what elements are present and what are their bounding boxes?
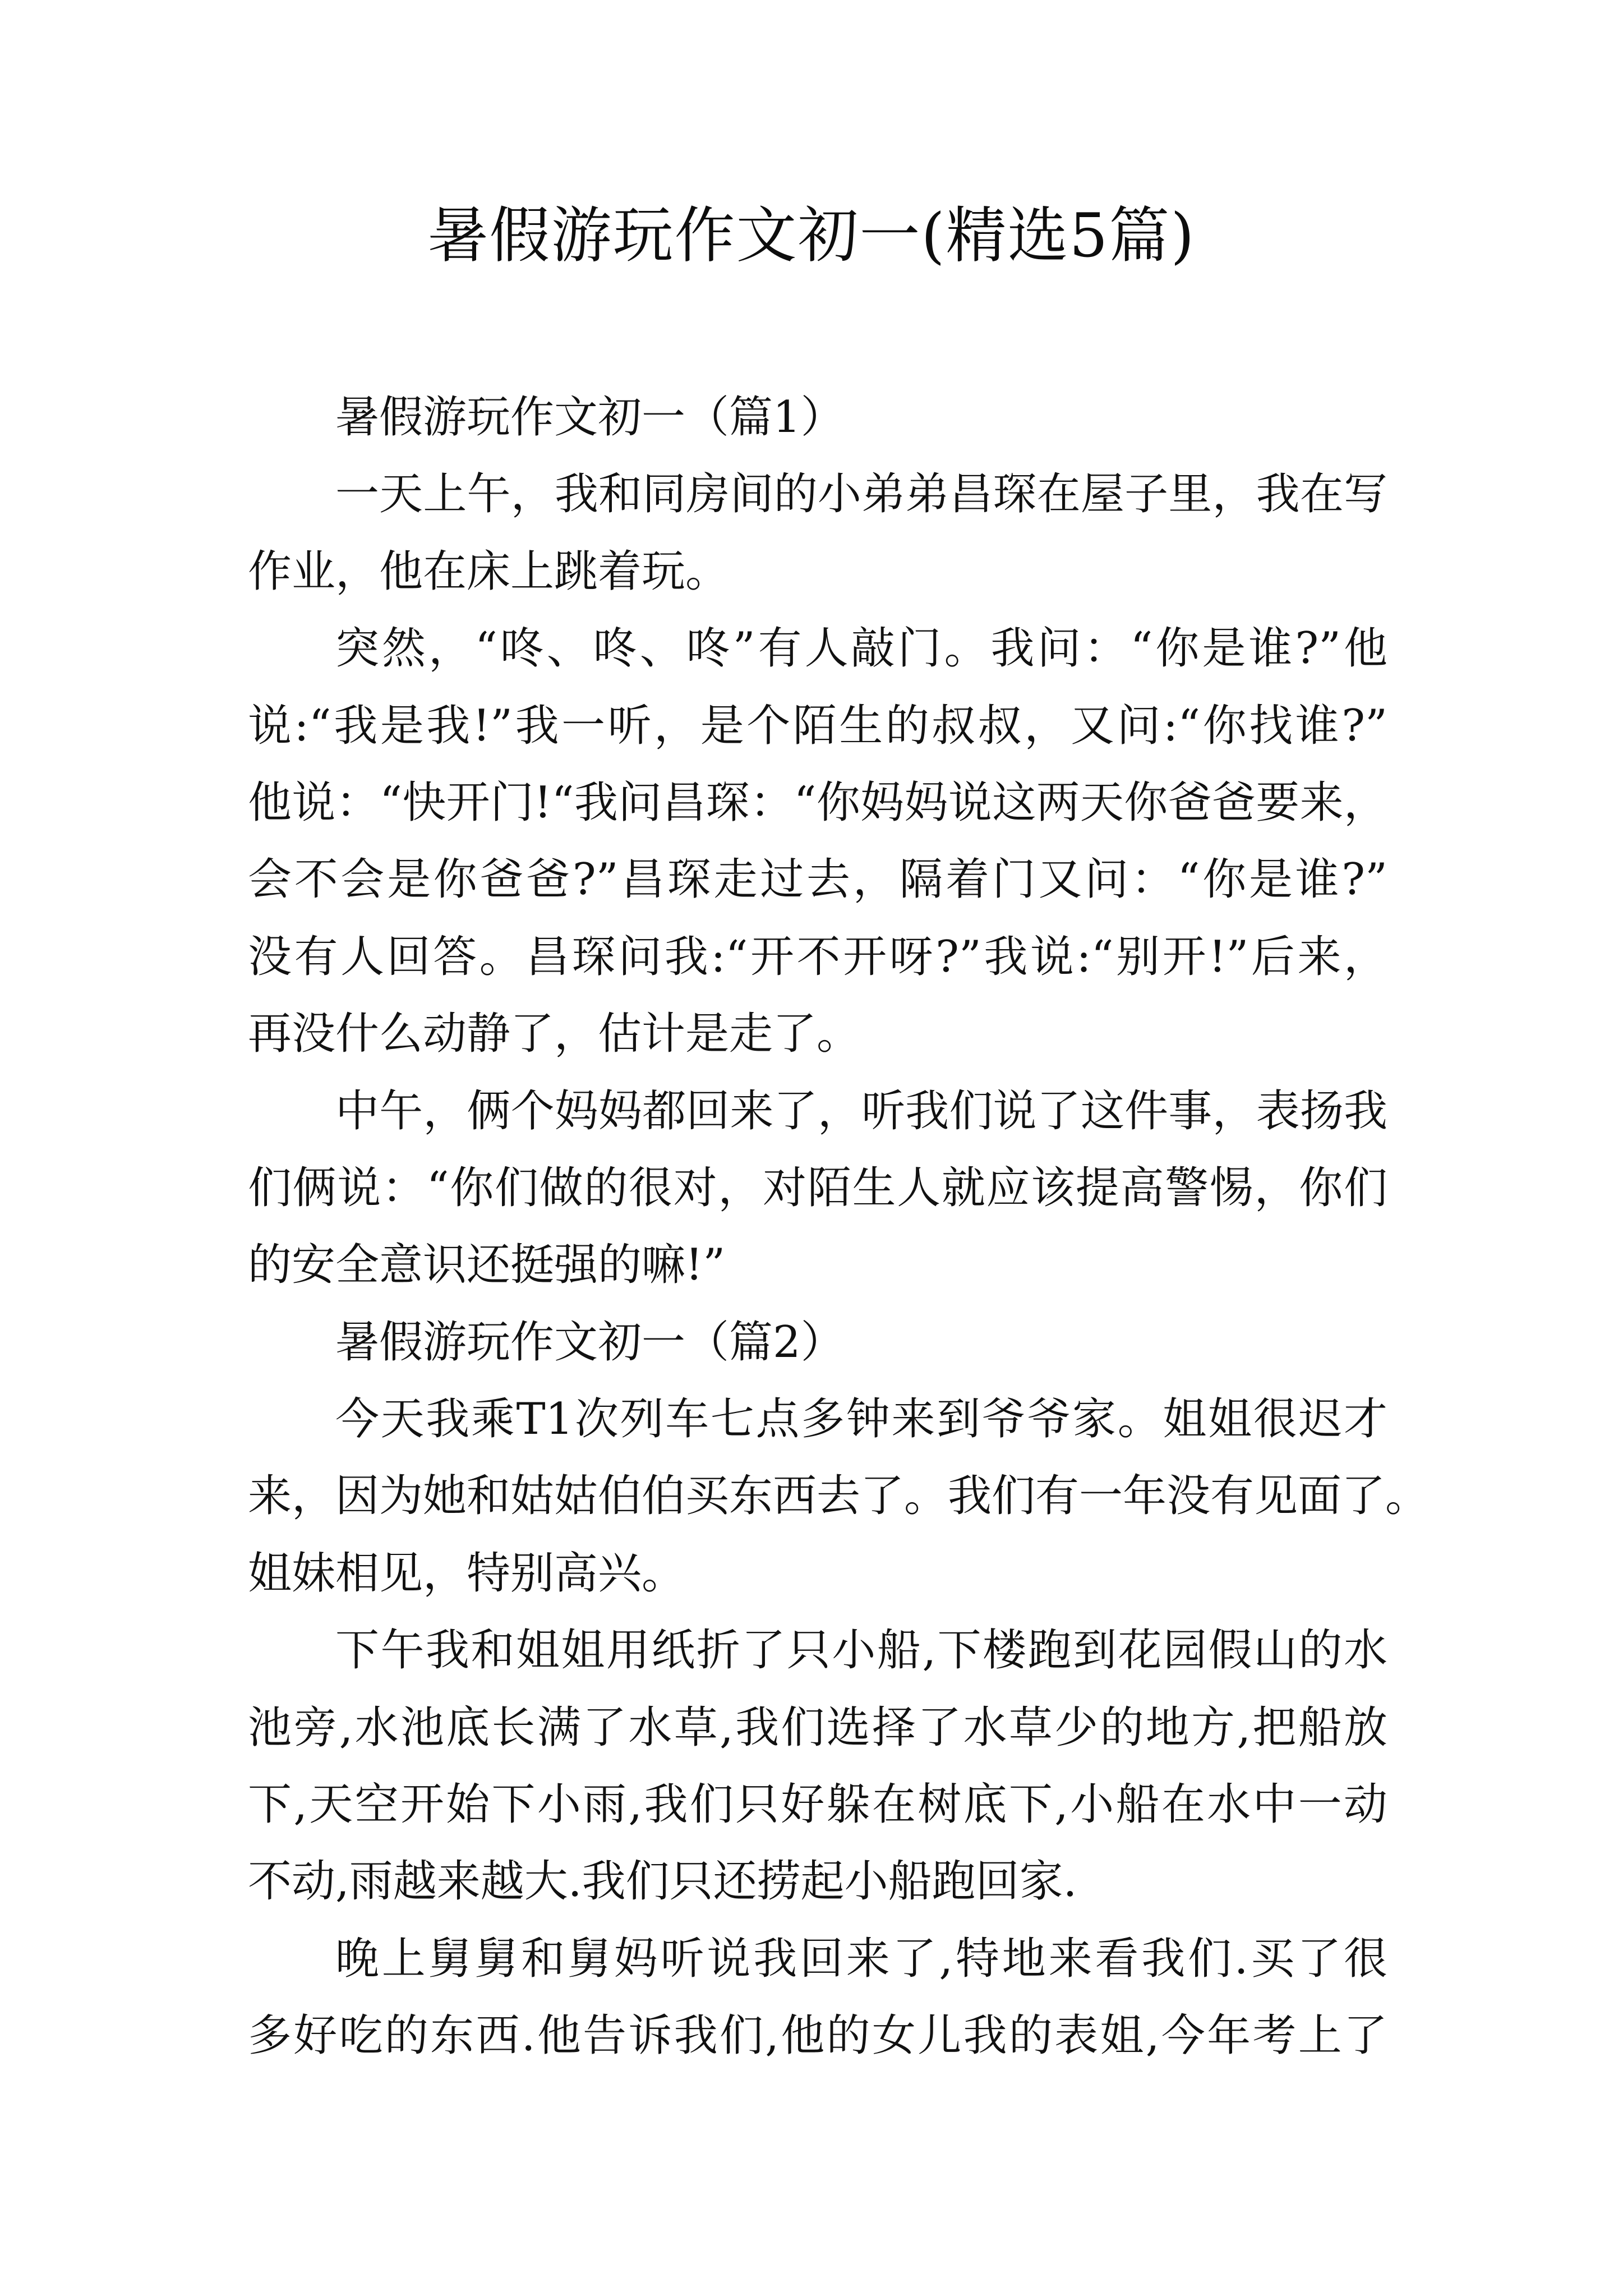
paragraph-line: 今天我乘T1次列车七点多钟来到爷爷家。姐姐很迟才: [335, 1394, 1387, 1445]
section-2: [248, 1304, 1430, 2075]
paragraph: [248, 456, 1387, 610]
paragraph: [248, 1073, 1387, 1304]
paragraph-line: 姐妹相见，特别高兴。: [248, 1548, 686, 1599]
paragraph-line: 下午我和姐姐用纸折了只小船,下楼跑到花园假山的水: [335, 1625, 1387, 1676]
paragraph-line: 再没什么动静了，估计是走了。: [248, 1009, 861, 1060]
paragraph-line: 来，因为她和姑姑伯伯买东西去了。我们有一年没有见面了。: [248, 1471, 1430, 1522]
paragraph-line: 多好吃的东西.他告诉我们,他的女儿我的表姐,今年考上了: [248, 2010, 1387, 2062]
paragraph-line: 中午，俩个妈妈都回来了，听我们说了这件事，表扬我: [335, 1085, 1387, 1137]
paragraph-line: 下,天空开始下小雨,我们只好躲在树底下,小船在水中一动: [248, 1779, 1387, 1830]
paragraph-line: 们俩说：“你们做的很对，对陌生人就应该提高警惕，你们: [248, 1162, 1387, 1213]
paragraph-line: 作业，他在床上跳着玩。: [248, 546, 730, 597]
paragraph-line: 他说：“快开门!“我问昌琛：“你妈妈说这两天你爸爸要来，: [248, 777, 1387, 828]
paragraph-line: 晚上舅舅和舅妈听说我回来了,特地来看我们.买了很: [335, 1933, 1387, 1984]
section-heading: 暑假游玩作文初一（篇1）: [335, 392, 845, 443]
paragraph: [248, 610, 1387, 1073]
section-heading: 暑假游玩作文初一（篇2）: [335, 1317, 845, 1368]
paragraph-line: 池旁,水池底长满了水草,我们选择了水草少的地方,把船放: [248, 1702, 1387, 1753]
section-1: [248, 379, 1387, 1304]
paragraph: [248, 1381, 1430, 1612]
paragraph-line: 会不会是你爸爸?”昌琛走过去，隔着门又问：“你是谁?”: [248, 854, 1387, 905]
paragraph: [248, 1921, 1387, 2075]
document-body: [248, 379, 1430, 2075]
paragraph-line: 一天上午，我和同房间的小弟弟昌琛在屋子里，我在写: [335, 469, 1387, 520]
paragraph-line: 不动,雨越来越大.我们只还捞起小船跑回家.: [248, 1856, 1077, 1907]
document-title: 暑假游玩作文初一(精选5篇): [427, 201, 1196, 271]
paragraph-line: 突然，“咚、咚、咚”有人敲门。我问：“你是谁?”他: [335, 623, 1387, 674]
paragraph: [248, 1612, 1387, 1921]
paragraph-line: 的安全意识还挺强的嘛!”: [248, 1240, 726, 1291]
paragraph-line: 没有人回答。昌琛问我:“开不开呀?”我说:“别开!”后来，: [248, 931, 1387, 982]
paragraph-line: 说:“我是我!”我一听，是个陌生的叔叔，又问:“你找谁?”: [248, 700, 1387, 751]
